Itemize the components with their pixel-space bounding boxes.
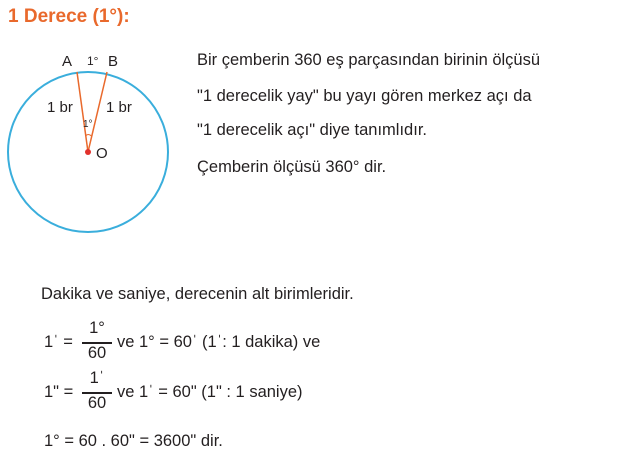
definition-line-2: "1 derecelik yay" bu yayı gören merkez açı da — [197, 87, 532, 105]
eq1-fraction-bar — [82, 342, 112, 344]
eq2-numerator: 1ˈ — [89, 369, 105, 387]
eq2-denominator: 60 — [87, 394, 107, 412]
center-point — [85, 149, 91, 155]
eq2-fraction-bar — [82, 392, 112, 394]
definition-line-3: "1 derecelik açı" diye tanımlıdır. — [197, 121, 427, 139]
section-title: 1 Derece (1°): — [8, 6, 130, 27]
eq1-fraction — [81, 319, 113, 363]
intro-text: Dakika ve saniye, derecenin alt birimleridir. — [41, 285, 354, 303]
radius-ob — [88, 72, 107, 152]
eq1-lhs: 1ˈ = — [44, 333, 73, 351]
eq3: 1° = 60 . 60ʺ = 3600ʺ dir. — [44, 432, 223, 450]
angle-arc — [86, 135, 92, 137]
label-left-radius: 1 br — [47, 99, 73, 116]
definition-line-1: Bir çemberin 360 eş parçasından birinin ölçüsü — [197, 51, 541, 69]
eq2-lhs: 1ʺ = — [44, 383, 74, 401]
label-a: A — [62, 53, 73, 70]
label-center: O — [96, 145, 108, 162]
eq1-rhs: ve 1° = 60ˈ (1ˈ: 1 dakika) ve — [117, 333, 321, 351]
eq1-denominator: 60 — [87, 344, 107, 362]
eq2-rhs: ve 1ˈ = 60ʺ (1ʺ : 1 saniye) — [117, 383, 303, 401]
radius-oa — [77, 72, 88, 152]
definition-line-4: Çemberin ölçüsü 360° dir. — [197, 158, 387, 176]
circle-diagram — [0, 40, 190, 240]
label-right-radius: 1 br — [106, 99, 132, 116]
eq2-fraction — [81, 369, 113, 413]
label-b: B — [108, 53, 119, 70]
label-angle: 1° — [83, 119, 93, 130]
eq1-numerator: 1° — [89, 319, 105, 337]
label-arc: 1° — [87, 54, 99, 68]
